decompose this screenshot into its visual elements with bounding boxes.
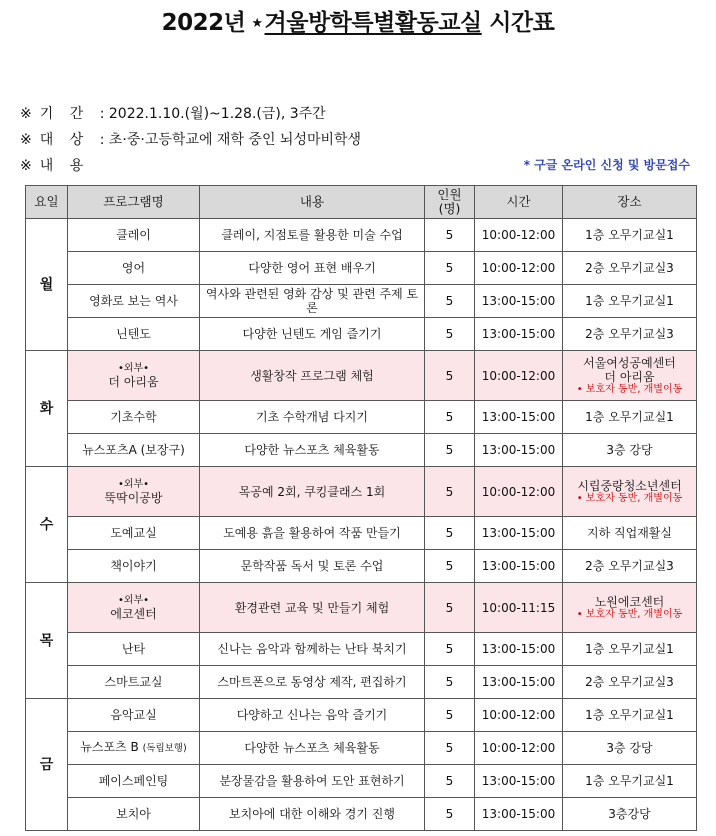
capacity-cell: 5 — [425, 666, 475, 699]
program-cell: 페이스페인팅 — [68, 765, 200, 798]
time-cell: 10:00-12:00 — [475, 252, 563, 285]
table-row — [26, 798, 697, 831]
title-year: 2022년 — [161, 10, 246, 36]
place-cell: 1층 오무기교실1 — [563, 401, 697, 434]
capacity-cell: 5 — [425, 252, 475, 285]
content-cell: 도예용 흙을 활용하여 작품 만들기 — [200, 517, 425, 550]
place-cell: 3층강당 — [563, 798, 697, 831]
content-cell: 다양한 뉴스포츠 체육활동 — [200, 434, 425, 467]
table-row — [26, 285, 697, 318]
time-cell: 13:00-15:00 — [475, 285, 563, 318]
application-note: * 구글 온라인 신청 및 방문접수 — [523, 158, 690, 172]
capacity-cell: 5 — [425, 351, 475, 401]
table-row — [26, 666, 697, 699]
place-cell: 2층 오무기교실3 — [563, 318, 697, 351]
header-capacity: 인원(명) — [425, 186, 475, 219]
external-tag: •외부• — [117, 478, 150, 490]
time-cell: 10:00-12:00 — [475, 699, 563, 732]
star-icon: ★ — [251, 16, 263, 31]
capacity-cell: 5 — [425, 401, 475, 434]
time-cell: 10:00-12:00 — [475, 219, 563, 252]
time-cell: 10:00-12:00 — [475, 732, 563, 765]
table-row — [26, 351, 697, 401]
title-suffix: 시간표 — [489, 10, 555, 36]
time-cell: 10:00-11:15 — [475, 583, 563, 633]
place-cell: 노원에코센터 • 보호자 동반, 개별이동 — [563, 583, 697, 633]
capacity-cell: 5 — [425, 583, 475, 633]
table-row — [26, 732, 697, 765]
capacity-cell: 5 — [425, 517, 475, 550]
content-cell: 환경관련 교육 및 만들기 체험 — [200, 583, 425, 633]
place-cell: 지하 직업재활실 — [563, 517, 697, 550]
place-cell: 1층 오무기교실1 — [563, 699, 697, 732]
time-cell: 13:00-15:00 — [475, 401, 563, 434]
table-row — [26, 318, 697, 351]
content-cell: 역사와 관련된 영화 감상 및 관련 주제 토론 — [200, 285, 425, 318]
schedule-table — [25, 185, 697, 831]
page-title — [0, 4, 716, 37]
time-cell: 13:00-15:00 — [475, 765, 563, 798]
content-cell: 기초 수학개념 다지기 — [200, 401, 425, 434]
place-cell: 1층 오무기교실1 — [563, 765, 697, 798]
day-cell-wed: 수 — [26, 467, 68, 583]
place-cell: 2층 오무기교실3 — [563, 550, 697, 583]
capacity-cell: 5 — [425, 285, 475, 318]
place-cell: 1층 오무기교실1 — [563, 219, 697, 252]
content-cell: 분장물감을 활용하여 도안 표현하기 — [200, 765, 425, 798]
header-place: 장소 — [563, 186, 697, 219]
info-period: ※ 기 간 : 2022.1.10.(월)~1.28.(금), 3주간 — [20, 106, 326, 122]
table-header-row — [26, 186, 697, 219]
time-cell: 13:00-15:00 — [475, 550, 563, 583]
info-content: ※ 내 용 — [20, 158, 90, 174]
content-cell: 클레이, 지점토를 활용한 미술 수업 — [200, 219, 425, 252]
content-cell: 다양한 닌텐도 게임 즐기기 — [200, 318, 425, 351]
table-row — [26, 252, 697, 285]
header-program: 프로그램명 — [68, 186, 200, 219]
table-row — [26, 517, 697, 550]
content-cell: 다양한 영어 표현 배우기 — [200, 252, 425, 285]
place-cell: 1층 오무기교실1 — [563, 633, 697, 666]
time-cell: 13:00-15:00 — [475, 798, 563, 831]
guardian-warning: • 보호자 동반, 개별이동 — [576, 608, 683, 620]
content-cell: 목공예 2회, 쿠킹클래스 1회 — [200, 467, 425, 517]
place-cell: 2층 오무기교실3 — [563, 252, 697, 285]
place-cell: 3층 강당 — [563, 434, 697, 467]
program-cell: 뉴스포츠A (보장구) — [68, 434, 200, 467]
table-row — [26, 583, 697, 633]
header-day: 요일 — [26, 186, 68, 219]
program-cell: 닌텐도 — [68, 318, 200, 351]
table-row — [26, 401, 697, 434]
content-cell: 보치아에 대한 이해와 경기 진행 — [200, 798, 425, 831]
capacity-cell: 5 — [425, 434, 475, 467]
guardian-warning: • 보호자 동반, 개별이동 — [576, 492, 683, 504]
capacity-cell: 5 — [425, 732, 475, 765]
capacity-cell: 5 — [425, 219, 475, 252]
table-row — [26, 219, 697, 252]
table-row — [26, 633, 697, 666]
time-cell: 13:00-15:00 — [475, 633, 563, 666]
info-target: ※ 대 상 : 초·중·고등학교에 재학 중인 뇌성마비학생 — [20, 132, 362, 148]
capacity-cell: 5 — [425, 318, 475, 351]
table-row — [26, 699, 697, 732]
content-cell: 문학작품 독서 및 토론 수업 — [200, 550, 425, 583]
time-cell: 10:00-12:00 — [475, 467, 563, 517]
program-cell: •외부• 에코센터 — [68, 583, 200, 633]
table-row — [26, 467, 697, 517]
program-cell: 클레이 — [68, 219, 200, 252]
program-cell: 음악교실 — [68, 699, 200, 732]
program-cell: 스마트교실 — [68, 666, 200, 699]
capacity-cell: 5 — [425, 798, 475, 831]
place-cell: 1층 오무기교실1 — [563, 285, 697, 318]
content-cell: 스마트폰으로 동영상 제작, 편집하기 — [200, 666, 425, 699]
capacity-cell: 5 — [425, 765, 475, 798]
time-cell: 13:00-15:00 — [475, 318, 563, 351]
day-cell-mon: 월 — [26, 219, 68, 351]
program-cell: 보치아 — [68, 798, 200, 831]
content-cell: 생활창작 프로그램 체험 — [200, 351, 425, 401]
program-cell: •외부• 더 아리움 — [68, 351, 200, 401]
content-cell: 다양하고 신나는 음악 즐기기 — [200, 699, 425, 732]
program-cell: 책이야기 — [68, 550, 200, 583]
capacity-cell: 5 — [425, 699, 475, 732]
external-tag: •외부• — [117, 362, 150, 374]
program-cell: 뉴스포츠 B (독립보행) — [68, 732, 200, 765]
table-row — [26, 550, 697, 583]
place-cell: 시립중랑청소년센터 • 보호자 동반, 개별이동 — [563, 467, 697, 517]
capacity-cell: 5 — [425, 467, 475, 517]
program-cell: 도예교실 — [68, 517, 200, 550]
program-cell: 난타 — [68, 633, 200, 666]
time-cell: 13:00-15:00 — [475, 517, 563, 550]
content-cell: 신나는 음악과 함께하는 난타 북치기 — [200, 633, 425, 666]
header-time: 시간 — [475, 186, 563, 219]
capacity-cell: 5 — [425, 550, 475, 583]
content-cell: 다양한 뉴스포츠 체육활동 — [200, 732, 425, 765]
time-cell: 10:00-12:00 — [475, 351, 563, 401]
guardian-warning: • 보호자 동반, 개별이동 — [576, 383, 683, 395]
program-cell: •외부• 뚝딱이공방 — [68, 467, 200, 517]
header-content: 내용 — [200, 186, 425, 219]
capacity-cell: 5 — [425, 633, 475, 666]
title-main: 겨울방학특별활동교실 — [264, 10, 482, 36]
external-tag: •외부• — [117, 594, 150, 606]
program-cell: 영어 — [68, 252, 200, 285]
place-cell: 서울여성공예센터 더 아리움 • 보호자 동반, 개별이동 — [563, 351, 697, 401]
place-cell: 3층 강당 — [563, 732, 697, 765]
day-cell-thu: 목 — [26, 583, 68, 699]
place-cell: 2층 오무기교실3 — [563, 666, 697, 699]
time-cell: 13:00-15:00 — [475, 434, 563, 467]
time-cell: 13:00-15:00 — [475, 666, 563, 699]
program-cell: 기초수학 — [68, 401, 200, 434]
day-cell-tue: 화 — [26, 351, 68, 467]
program-cell: 영화로 보는 역사 — [68, 285, 200, 318]
table-row — [26, 765, 697, 798]
table-row — [26, 434, 697, 467]
day-cell-fri: 금 — [26, 699, 68, 831]
